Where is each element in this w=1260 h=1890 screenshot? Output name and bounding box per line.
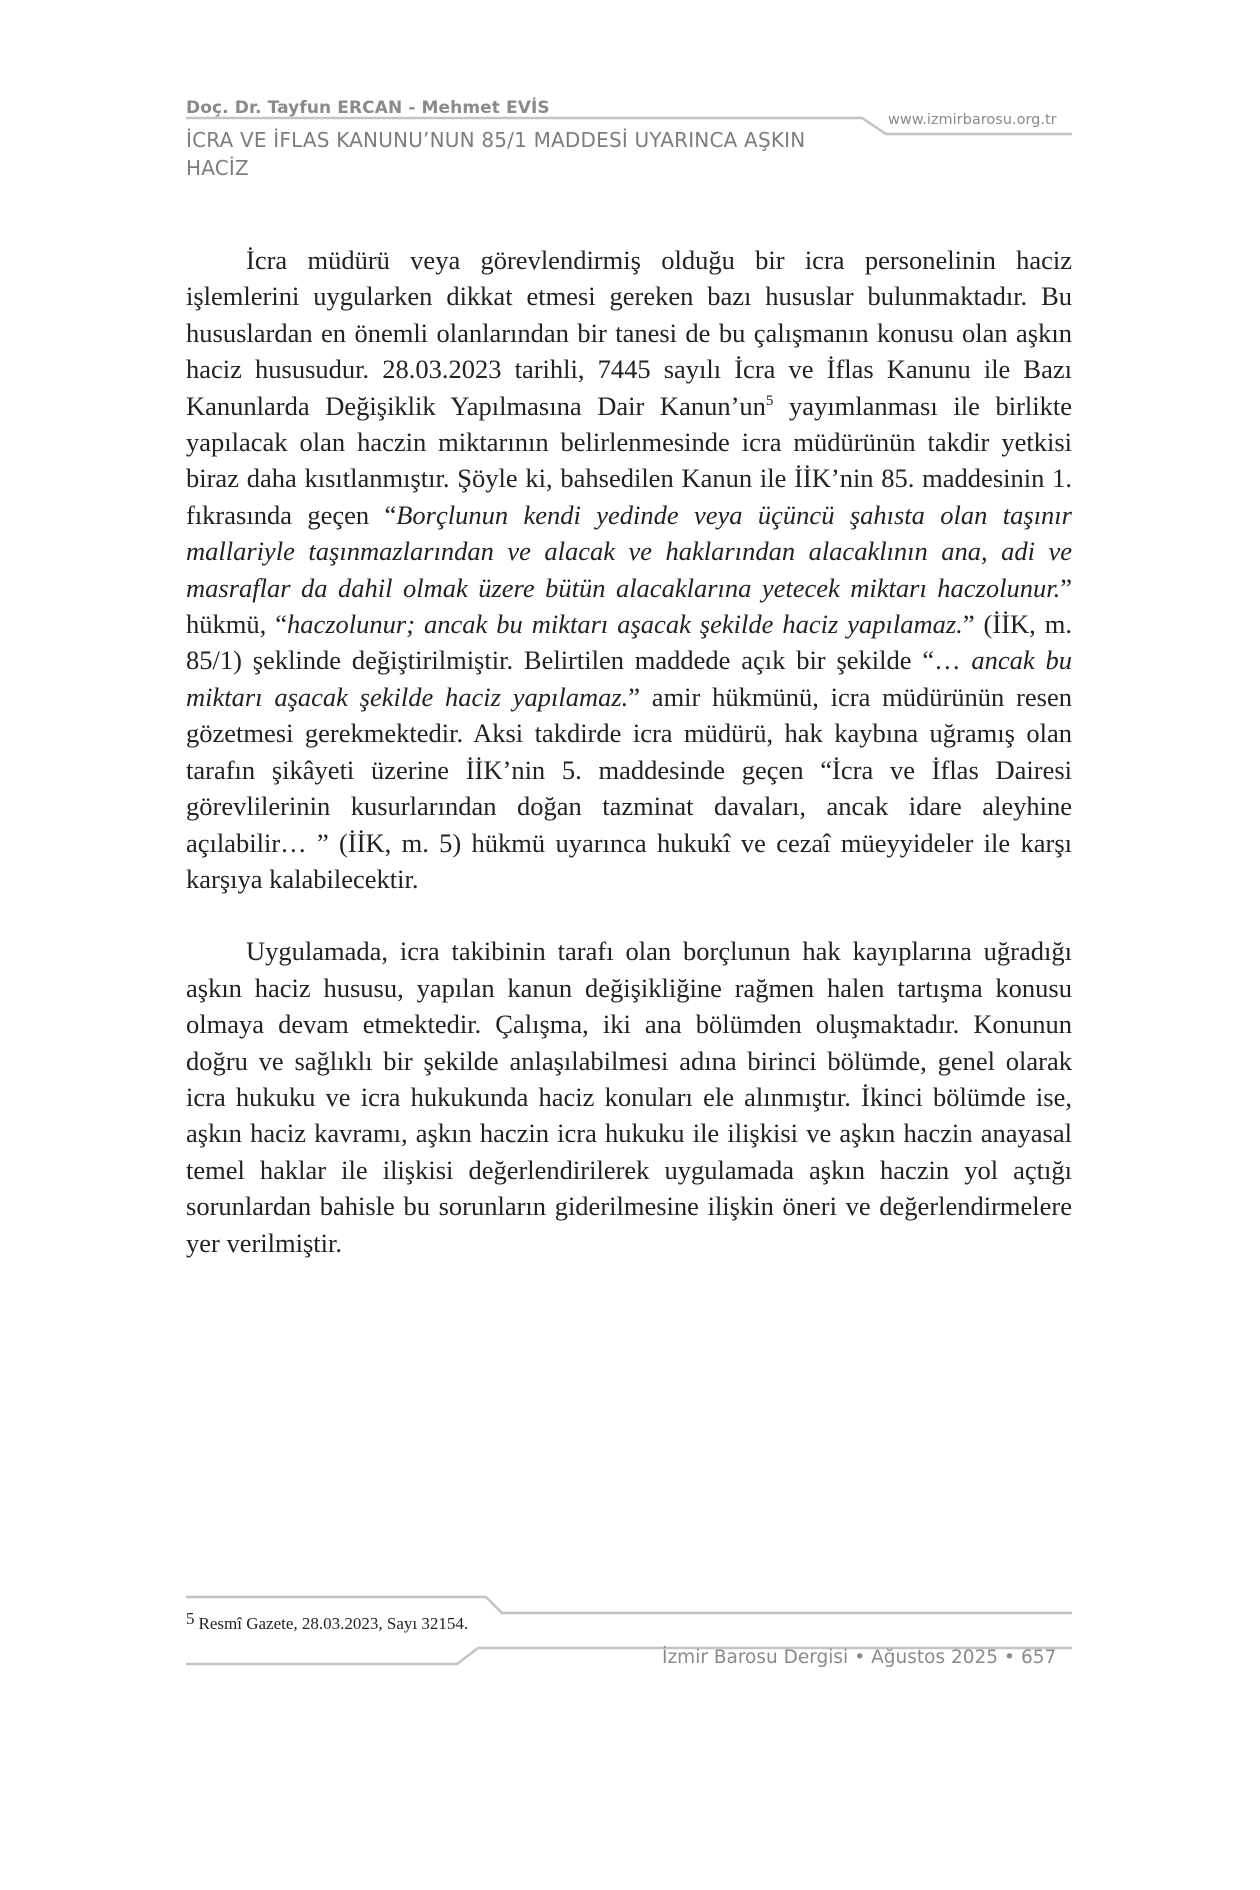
p1-quote-3: ancak bu miktarı aşacak şekilde haciz yapılamaz.	[186, 645, 1072, 712]
p1-quote-2: haczolunur; ancak bu miktarı aşacak şekilde haciz yapılamaz.	[286, 609, 963, 640]
paragraph-1	[186, 242, 1072, 897]
p1-text-3: ” hükmü, “	[186, 572, 1072, 640]
p2-text-1: Uygulamada, icra takibinin tarafı olan borçlunun hak kayıplarına uğradığı aşkın haciz hususu, yapılan kanun değişikliğine rağmen halen tartışma konusu olmaya devam etmektedir. Çalışma, iki ana bölümden oluşmaktadır. Konunun doğru ve sağlıklı bir şekilde anlaşılabilmesi adına birinci bölümde, genel olarak icra hukuku ve icra hukukunda haciz konuları ele alınmıştır. İkinci bölümde ise, aşkın haciz kavramı, aşkın haczin icra hukuku ile ilişkisi ve aşkın haczin anayasal temel haklar ile ilişkisi değerlendirilerek uygulamada aşkın haczin yol açtığı sorunlardan bahisle bu sorunların giderilmesine ilişkin öneri ve değerlendirmelere yer verilmiştir.	[186, 936, 1072, 1258]
header-website-link[interactable]: www.izmirbarosu.org.tr	[888, 112, 1057, 128]
p1-text-4: ” (İİK, m. 85/1) şeklinde değiştirilmiştir. Belirtilen maddede açık bir şekilde “…	[186, 609, 1072, 676]
footnote-rule	[186, 1597, 1072, 1613]
footer-issue-date: Ağustos 2025	[871, 1647, 999, 1668]
p1-text-1: İcra müdürü veya görevlendirmiş olduğu bir icra personelinin haciz işlemlerini uygularken dikkat etmesi gereken bazı hususlar bulunmaktadır. Bu hususlardan en önemli olanlarından bir tanesi de bu çalışmanın konusu olan aşkın haciz hususudur. 28.03.2023 tarihli, 7445 sayılı İcra ve İflas Kanunu ile Bazı Kanunlarda Değişiklik Yapılmasına Dair Kanun’un	[186, 245, 1072, 421]
footnote-ref-5[interactable]: 5	[765, 392, 774, 409]
p1-text-5: ” amir hükmünü, icra müdürünün resen gözetmesi gerekmektedir. Aksi takdirde icra müdürü, hak kaybına uğramış olan tarafın şikâyeti üzerine İİK’nin 5. maddesinde geçen “İcra ve İflas Dairesi görevlilerinin kusurlarından doğan tazminat davaları, ancak idare aleyhine açılabilir… ” (İİK, m. 5) hükmü uyarınca hukukî ve cezaî müeyyideler ile karşı karşıya kalabilecektir.	[186, 681, 1072, 894]
footer-journal-name: İzmir Barosu Dergisi	[662, 1647, 849, 1668]
footer-separator: •	[1004, 1647, 1015, 1668]
paragraph-2	[186, 933, 1072, 1261]
p1-quote-1: Borçlunun kendi yedinde veya üçüncü şahısta olan taşınır mallariyle taşınmazlarından ve alacak ve haklarından alacaklının ana, adi ve masraflar da dahil olmak üzere bütün alacaklarına yetecek miktarı haczolunur.	[186, 499, 1072, 603]
p1-text-2: yayımlanması ile birlikte yapılacak olan haczin miktarının belirlenmesinde icra müdürünün takdir yetkisi biraz daha kısıtlanmıştır. Şöyle ki, bahsedilen Kanun ile İİK’nin 85. maddesinin 1. fıkrasında geçen “	[186, 390, 1073, 530]
footnote-text: Resmî Gazete, 28.03.2023, Sayı 32154.	[198, 1614, 469, 1633]
article-body	[186, 242, 1072, 1261]
page-footer	[662, 1647, 1056, 1668]
footer-page-number: 657	[1020, 1647, 1057, 1668]
header-authors: Doç. Dr. Tayfun ERCAN - Mehmet EVİS	[186, 98, 550, 118]
footer-separator: •	[854, 1647, 866, 1668]
footnote-number: 5	[186, 1609, 195, 1628]
header-article-title: İCRA VE İFLAS KANUNU’NUN 85/1 MADDESİ UYARINCA AŞKIN HACİZ	[186, 128, 806, 180]
footnote-5	[186, 1609, 469, 1634]
